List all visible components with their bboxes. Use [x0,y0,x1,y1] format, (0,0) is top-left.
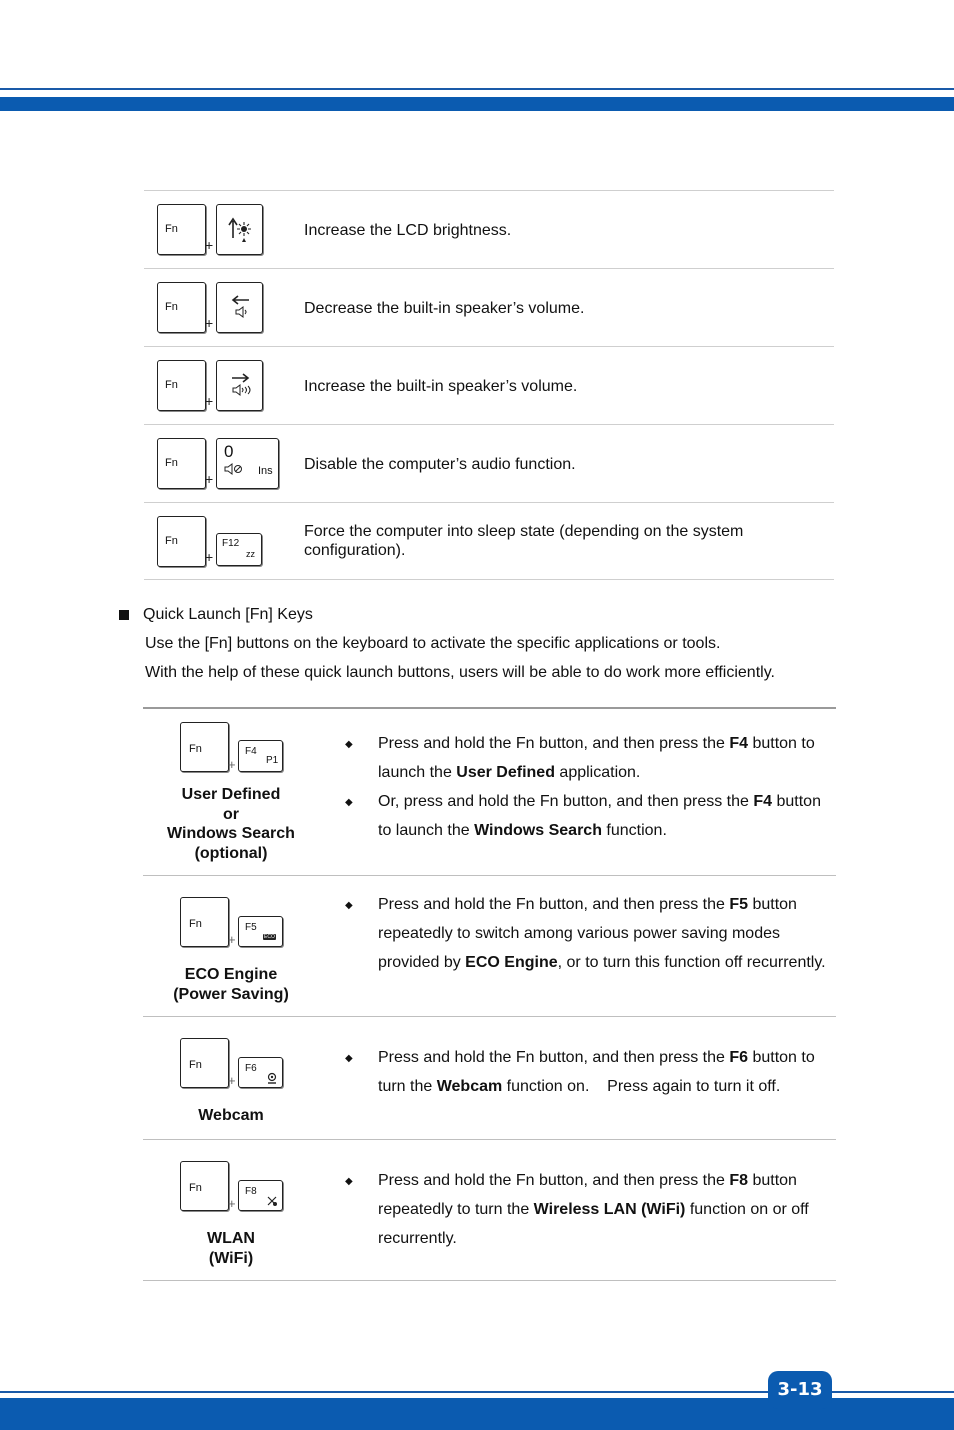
fn-key [180,1161,229,1211]
sleep-icon: zz [246,549,255,559]
key-label: Fn [189,1182,202,1194]
volume-up-key [216,360,263,411]
key-top-label: 0 [224,442,234,461]
volume-down-key [216,282,263,333]
table-row [144,190,834,268]
key-label: Fn [189,743,202,755]
function-label [143,1229,319,1268]
key-combo [144,269,304,346]
key-label: Fn [165,223,178,235]
key-label: Fn [189,918,202,930]
table-row [143,1016,836,1139]
label-line: User Defined [181,786,281,803]
label-line: (WiFi) [208,1249,254,1267]
key-label: Fn [189,1059,202,1071]
label-line: (Power Saving) [173,985,289,1003]
fn-key [157,282,206,333]
quick-launch-table [143,707,836,1281]
key-combo [144,191,304,268]
function-label [143,1106,319,1126]
plus-sign: + [205,237,214,253]
diamond-bullet-icon: ◆ [345,797,353,808]
key-sub-label: P1 [266,755,279,766]
plus-sign: + [228,757,236,772]
bullet-text: Press and hold the Fn button, and then press the F5 button repeatedly to switch among various power saving modes provided by ECO Engine, or to turn this function off recurrently. [378,896,826,971]
plus-sign: + [205,315,214,331]
diamond-bullet-icon: ◆ [345,1053,353,1064]
table-row [143,875,836,1016]
section-paragraph: With the help of these quick launch buttons, users will be able to do work more efficiently. [145,664,775,681]
brightness-up-key [216,204,263,255]
wifi-icon [266,1195,278,1207]
fn-key [157,438,206,489]
diamond-bullet-icon: ◆ [345,900,353,911]
plus-sign: + [228,1073,236,1088]
table-row [144,502,834,580]
diamond-bullet-icon: ◆ [345,1176,353,1187]
webcam-icon [266,1072,278,1084]
table-row [144,268,834,346]
header-bar [0,97,954,111]
key-description: Decrease the built-in speaker’s volume. [304,300,585,317]
key-label: Fn [165,301,178,313]
key-description: Disable the computer’s audio function. [304,456,576,473]
label-line: (optional) [194,844,268,862]
plus-sign: + [205,393,214,409]
volume-up-icon [217,361,262,410]
key-label: F5 [245,922,257,933]
volume-down-icon [217,283,262,332]
mute-key [216,438,279,489]
bullet-text: Press and hold the Fn button, and then press the F6 button to turn the Webcam function on. Press again to turn it off. [378,1049,820,1095]
plus-sign: + [228,932,236,947]
key-combo [144,503,304,579]
key-combo [144,425,304,502]
label-line: or [223,805,239,823]
bullet-text: Or, press and hold the Fn button, and then press the F4 button to launch the Windows Search function. [378,793,821,839]
key-label: F6 [245,1063,257,1074]
bullet-text: Press and hold the Fn button, and then press the F8 button repeatedly to turn the Wireless LAN (WiFi) function on or off recurrently. [378,1172,809,1247]
key-label: F4 [245,746,257,757]
key-description: Force the computer into sleep state (depending on the system configuration). [304,523,744,559]
label-line: Webcam [198,1107,264,1124]
plus-sign: + [228,1196,236,1211]
key-top-label: F12 [222,538,240,549]
key-description: Increase the built-in speaker’s volume. [304,378,578,395]
label-line: Windows Search [167,825,295,842]
plus-sign: + [205,549,214,565]
fn-key-table-basic [144,190,834,580]
eco-icon: ECO [264,934,275,940]
square-bullet-icon [119,610,129,620]
key-combo [144,347,304,424]
key-label: Fn [165,379,178,391]
mute-icon [223,461,253,481]
page-number: 3-13 [768,1371,832,1409]
table-row [144,424,834,502]
f5-key [238,916,283,947]
key-label: F8 [245,1186,257,1197]
bullet-text: Press and hold the Fn button, and then press the F4 button to launch the User Defined application. [378,735,815,781]
f6-key [238,1057,283,1088]
fn-key [157,360,206,411]
diamond-bullet-icon: ◆ [345,739,353,750]
f4-key [238,740,283,772]
section-paragraph: Use the [Fn] buttons on the keyboard to activate the specific applications or tools. [145,635,721,652]
brightness-up-icon [217,205,262,254]
key-label: Fn [165,457,178,469]
fn-key [180,1038,229,1088]
table-row [143,707,836,875]
fn-key [157,204,206,255]
function-label [143,965,319,1004]
key-description: Increase the LCD brightness. [304,222,512,239]
plus-sign: + [205,471,214,487]
key-bottom-label: Ins [258,465,273,477]
table-row [144,346,834,424]
fn-key [157,516,206,567]
label-line: WLAN [207,1230,255,1247]
f8-key [238,1180,283,1211]
header-rule-thin [0,88,954,90]
fn-key [180,722,229,772]
function-label [143,785,319,863]
table-row [143,1139,836,1281]
section-title: Quick Launch [Fn] Keys [143,606,313,623]
key-label: Fn [165,535,178,547]
label-line: ECO Engine [184,966,278,983]
fn-key [180,897,229,947]
f12-sleep-key [216,533,262,566]
